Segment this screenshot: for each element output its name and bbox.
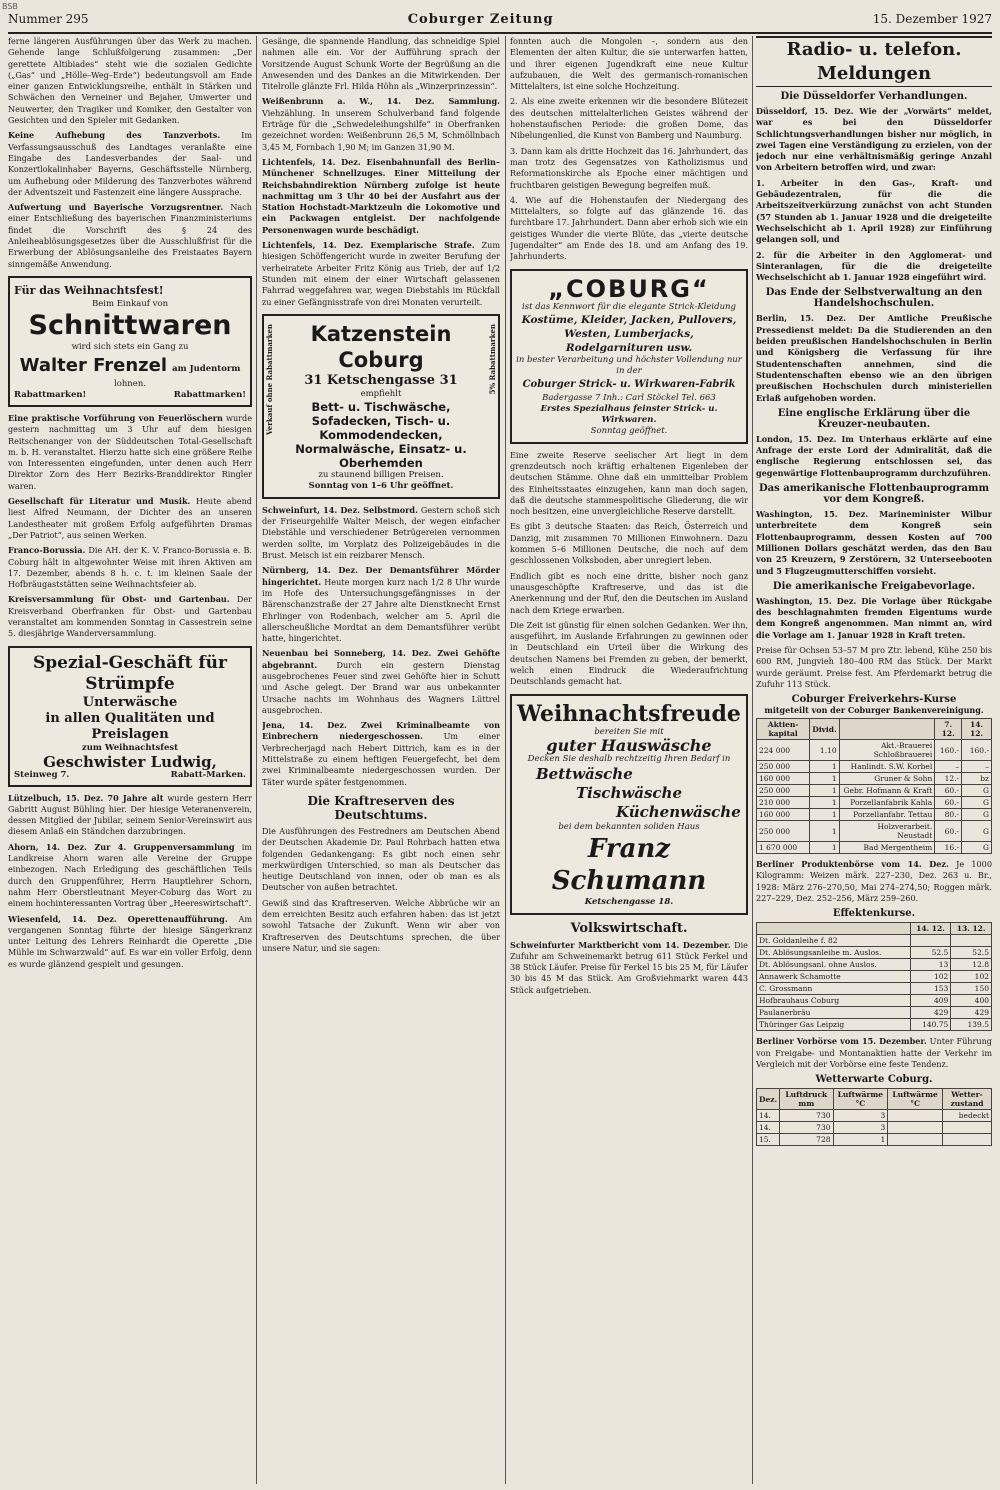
table-cell: Porzellanfabrik Kahla: [839, 797, 935, 809]
effects-table: [756, 922, 992, 1031]
ad-schumann: [510, 694, 748, 915]
table-cell: Dt. Goldanleihe f. 82: [757, 935, 911, 947]
ad-address: 31 Ketschengasse 31: [304, 372, 458, 388]
table-cell: 728: [780, 1134, 833, 1146]
article-text: Washington, 15. Dez. Marineminister Wilbur unterbreitete dem Kongreß sein Flottenbauprogramm, dessen Kosten auf 700 Millionen Dollars geschätzt werden, das den Bau von 25 Kreuzern, 9 Zerstörern, 32 Unterseebooten und 5 Flugzeugmutterschiffen vorsieht.: [756, 509, 992, 576]
table-cell: 60.-: [935, 821, 962, 842]
table-cell: –: [935, 761, 962, 773]
table-cell: 12.8: [951, 959, 992, 971]
ad-product: Bettwäsche: [536, 764, 633, 783]
table-cell: Akt.-Brauerei Schloßbrauerei: [839, 740, 935, 761]
table-cell: G: [962, 797, 992, 809]
table-header: Divid.: [810, 719, 839, 740]
table-cell: Paulanerbräu: [757, 1007, 911, 1019]
article-text: Eine zweite Reserve seelischer Art liegt in dem grenzdeutsch noch kräftig erhaltenen Eigenleben der deutschen Stämme. Ohne daß ein unmittelbar Problem des Einheitsstaates einzugehen, kann man doch sagen, daß die deutsche stammespolitische Gliederung, die wir noch besitzen, eine unvergleichliche Reserve darstellt.: [510, 449, 748, 517]
ad-headline: Weihnachtsfreude: [517, 700, 741, 727]
ad-company: Coburger Strick- u. Wirkwaren-Fabrik: [522, 378, 736, 390]
table-cell: 429: [951, 1007, 992, 1019]
article-heading: Jena, 14. Dez. Zwei Kriminalbeamte von Einbrechern niedergeschossen.: [262, 720, 500, 742]
column-4: [756, 36, 992, 1484]
article-text: Viehzählung. In unserem Schulverband fand folgende Erträge für die „Schwedeleihungshilfe“ in Oberfranken gezeichnet worden: Weißenbrunn 26,5 M, Schmöllnbach 3,45 M, Fornbach 1,90 M; im Ganzen 31,90 M.: [262, 107, 500, 152]
table-body: [757, 935, 992, 1031]
article-text: Gewiß sind das Kraftreserven. Welche Abbrüche wir an dem erreichten Besitz auch erfahren haben: das ist jetzt sowohl Tatsache der Zukunft. Wenn wir aber von Kraftreserven des Deutschtums sprechen, die über unsere Natur, und sie sagen:: [262, 897, 500, 953]
ad-text: Beim Einkauf von: [91, 298, 169, 309]
article-text: Je 1000 Kilogramm: Weizen märk. 227–230, Dez. 263 u. Br., 1928: März 276–270,50, Mai 274–274,50; Roggen märk. 227–229, Dez. 252–256, März 259–260.: [756, 859, 992, 904]
table-cell: [888, 1110, 943, 1122]
table-row: [757, 821, 992, 842]
article-text: ferne längeren Ausführungen über das Werk zu machen. Gehende lange Schlußfolgerung zusammen: „Der gerettete Altibiades“ steht wie die sozialen Gedichte („Gas“ und „Hölle–Weg–Erde“) bedeutungsvoll am Ende einer ganzen Entwicklungsreihe, enthält in Stärken und Schwächen den Verneiner und Bejaher, Umwerter und Neuwerter, den Tragiker und Komiker, den Gestalter von Gesichten und den Spieler mit Gedanken.: [8, 36, 252, 126]
ad-note: Rabattmarken!: [173, 389, 246, 400]
table-cell: Bad Mergentheim: [839, 842, 935, 854]
issue-number: Nummer 295: [8, 12, 89, 26]
ad-ludwig: [8, 646, 252, 787]
ad-address: Ketschengasse 18.: [584, 896, 674, 907]
article-heading: Gesellschaft für Literatur und Musik.: [8, 496, 191, 507]
table-cell: G: [962, 842, 992, 854]
table-cell: 102: [910, 971, 951, 983]
table-header: Luftwärme °C: [888, 1089, 943, 1110]
table-cell: –: [962, 761, 992, 773]
table-header: [839, 719, 935, 740]
table-cell: 16.-: [935, 842, 962, 854]
table-cell: C. Grossmann: [757, 983, 911, 995]
ad-text: ist das Kennwort für die elegante Strick-Kleidung: [522, 301, 736, 312]
table-row: [757, 797, 992, 809]
table-row: [757, 935, 992, 947]
table-cell: 160.-: [935, 740, 962, 761]
ad-text: Unterwäsche: [82, 694, 178, 710]
article-text: Die AH. der K. V. Franco-Borussia e. B. Coburg hält in altgewohnter Weise mit ihren Aktiven am 17. Dezember, abends 8 h. c. t. im kleinen Saale der Hofbräugaststätten seine Weihnachtsfeier ab.: [8, 545, 252, 590]
article-heading: Die amerikanische Freigabevorlage.: [772, 580, 976, 592]
ad-hours: Sonntag geöffnet.: [590, 425, 668, 436]
table-header: Luftdruck mm: [780, 1089, 833, 1110]
article-text: im Landkreise Ahorn waren alle Vereine der Gruppe einbezogen. Nach Erledigung des geschäftlichen Teils durch den Gruppenführer, Herrn Hauptlehrer Schorn, nahm Herr Oberstleutnant Meyer-Coburg das Wort zu einem hochinteressanten Vortrag über „Heereswirtschaft“.: [8, 841, 252, 909]
table-cell: 1: [810, 785, 839, 797]
table-row: [757, 1007, 992, 1019]
table-cell: [888, 1134, 943, 1146]
issue-date: 15. Dezember 1927: [872, 12, 992, 26]
ad-note: Rabatt-Marken.: [170, 769, 246, 780]
table-cell: [951, 935, 992, 947]
article-text: Nach einer Entschließung des bayerischen Finanzministeriums findet die Vorschrift des § 24 des Anleiheablösungsgesetzes über die Ausschlußfrist für die Erwerbung der Ablösungsanleihe des Freistaates Bayern sinngemäße Anwendung.: [8, 202, 252, 269]
table-header: 13. 12.: [951, 923, 992, 935]
table-cell: Annawerk Schamotte: [757, 971, 911, 983]
table-cell: Dt. Ablösungsanl. ohne Auslos.: [757, 959, 911, 971]
ad-company: Walter Frenzel: [19, 354, 168, 376]
table-subtitle: mitgeteilt von der Coburger Bankenvereinigung.: [764, 705, 984, 716]
table-header: 14. 12.: [962, 719, 992, 740]
table-row: [757, 983, 992, 995]
ad-text: zu staunend billigen Preisen.: [318, 469, 444, 480]
table-cell: 14.: [757, 1110, 780, 1122]
table-title: Wetterwarte Coburg.: [815, 1074, 933, 1086]
table-cell: 160 000: [757, 773, 810, 785]
ad-text: lohnen.: [114, 378, 146, 389]
article-text: fonnten auch die Mongolen –, sondern aus den Elementen der alten Kultur, die sie unterwarfen hatten, und ihrer eigenen Jugendkraft eine neue Kultur aufzubauen, die Welt des germanisch-romanischen Mittelalters, ist eine solche Hochzeitung.: [510, 36, 748, 92]
table-row: [757, 785, 992, 797]
table-cell: 224 000: [757, 740, 810, 761]
table-header: Dez.: [757, 1089, 780, 1110]
article-text: London, 15. Dez. Im Unterhaus erklärte auf eine Anfrage der erste Lord der Admiralität, daß die englische Regierung entschlossen sei, das gegenwärtige Flottenbauprogramm durchzuführen.: [756, 433, 992, 478]
ad-text: Erstes Spezialhaus feinster Strick- u. Wirkwaren.: [540, 403, 718, 425]
ad-location: am Judentorm: [172, 363, 241, 374]
table-cell: Gebr. Hofmann & Kraft: [839, 785, 935, 797]
article-text: Berlin, 15. Dez. Der Amtliche Preußische Pressedienst meldet: Da die Studierenden an den beiden preußischen Handelshochschulen in Berlin und Königsberg die Verfassung für ihre Studentenschaften annehmen, sind die Studentenschaften ebenso wie an den übrigen preußischen Hochschulen durch ministeriellen Erlaß aufgehoben worden.: [756, 313, 992, 403]
article-heading: Wiesenfeld, 14. Dez. Operettenaufführung.: [8, 913, 228, 924]
article-heading: Das Ende der Selbstverwaltung an den Handelshochschulen.: [765, 287, 983, 310]
article-heading: Schweinfurter Marktbericht vom 14. Dezember.: [510, 939, 731, 950]
table-row: [757, 1134, 992, 1146]
ad-company: Katzenstein Coburg: [310, 321, 452, 372]
article-text: Um einer Verbrecherjagd nach Hebert Dittrich, kam es in der Mittelstraße zu einem heftigen Feuergefecht, bei dem zwei Kriminalbeamte niedergeschossen wurden. Der Täter wurde später festgenommen.: [262, 731, 500, 787]
section-heading: Die Kraftreserven des Deutschtums.: [307, 793, 455, 822]
stock-table: [756, 718, 992, 854]
table-cell: G: [962, 809, 992, 821]
table-cell: Gruner & Sohn: [839, 773, 935, 785]
article-text: Der Kreisverband Oberfranken für Obst- und Gartenbau veranstaltet am kommenden Sonntag in Cassestrein seine 5. diesjährige Wanderversammlung.: [8, 594, 252, 639]
article-heading: Lützelbuch, 15. Dez. 70 Jahre alt: [8, 792, 164, 803]
newspaper-title: Coburger Zeitung: [407, 11, 554, 27]
column-1: [8, 36, 252, 1484]
ad-company: „COBURG“: [548, 274, 710, 303]
ad-katzenstein: [262, 314, 500, 499]
column-rule: [256, 36, 257, 1484]
article-text: 1. Arbeiter in den Gas-, Kraft- und Gebäudezentralen, für die die Arbeitszeitverkürzung zunächst von acht Stunden (57 Stunden ab 1. Januar 1928 und die dreigeteilte Wechselschicht ab 1. April 1928) zur Einführung gelangen soll, und: [756, 177, 992, 245]
table-cell: Hanlindt. S.W. Korbel: [839, 761, 935, 773]
article-heading: Berliner Produktenbörse vom 14. Dez.: [756, 859, 949, 870]
table-cell: Holzverarbeit. Neustadt: [839, 821, 935, 842]
article-text: 2. Als eine zweite erkennen wir die besondere Blütezeit des deutschen mittelalterlichen Geistes während der hohenstaufischen Periode: die großen Dome, das Nibelungenlied, die Kunst von Bamberg und Naumburg.: [510, 96, 748, 141]
ad-text: Decken Sie deshalb rechtzeitig Ihren Bedarf in: [527, 753, 731, 764]
table-cell: 1: [810, 842, 839, 854]
column-rule: [505, 36, 506, 1484]
table-row: [757, 959, 992, 971]
table-cell: 52.5: [951, 947, 992, 959]
article-text: 4. Wie auf die Hohenstaufen der Niedergang des Mittelalters, so folgte auf das glänzende 16. das furchtbare 17. Jahrhundert. Dann aber erhob sich wie ein geistiges Wunder die vierte Blüte, das „vierte deutsche Jugendalter“ am Ende des 18. und am Anfang des 19. Jahrhunderts.: [510, 194, 748, 262]
table-header: Luftwärme °C: [833, 1089, 888, 1110]
table-cell: Thüringer Gas Leipzig: [757, 1019, 911, 1031]
column-rule: [752, 36, 753, 1484]
article-heading: Lichtenfels, 14. Dez. Exemplarische Strafe.: [262, 240, 475, 251]
table-cell: 400: [951, 995, 992, 1007]
article-heading: Nürnberg, 14. Dez. Der Demantsführer Mörder hingerichtet.: [262, 565, 500, 587]
article-text: 2. für die Arbeiter in den Agglomerat- und Sinteranlagen, für die die dreigeteilte Wechselschicht ab 1. Januar 1928 eingeführt wird.: [756, 249, 992, 283]
table-title: Effektenkurse.: [832, 908, 916, 920]
table-cell: Porzellanfabr. Tettau: [839, 809, 935, 821]
table-cell: 3: [833, 1122, 888, 1134]
article-heading: Eine englische Erklärung über die Kreuzer-neubauten.: [777, 407, 971, 430]
table-cell: 1 670 000: [757, 842, 810, 854]
table-row: [757, 740, 992, 761]
table-cell: 12.-: [935, 773, 962, 785]
table-cell: 1: [810, 821, 839, 842]
article-heading: Berliner Vorbörse vom 15. Dezember.: [756, 1036, 927, 1047]
ad-frenzel: [8, 276, 252, 407]
article-text: Am vergangenen Sonntag führte der hiesige Sängerkranz unter Leitung des Lehrers Reinhardt die Operette „Die Mühle im Schwarzwald“ auf. Es war ein voller Erfolg, denn es wurde glänzend gespielt und gesungen.: [8, 913, 252, 969]
article-heading: Lichtenfels, 14. Dez. Eisenbahnunfall des Berlin–Münchener Schnellzuges.: [262, 156, 500, 179]
article-heading: Franco-Borussia.: [8, 545, 86, 556]
ad-coburg-strick: [510, 269, 748, 444]
table-cell: 1: [833, 1134, 888, 1146]
table-cell: 60.-: [935, 797, 962, 809]
table-cell: 160 000: [757, 809, 810, 821]
table-cell: 1: [810, 797, 839, 809]
table-cell: 15.: [757, 1134, 780, 1146]
ad-products: Kostüme, Kleider, Jacken, Pullovers, Westen, Lumberjacks, Rodelgarnituren usw.: [521, 313, 737, 354]
library-mark: BSB: [2, 2, 18, 11]
ad-side-note: Verkauf ohne Rabattmarken: [265, 323, 274, 435]
weather-table: [756, 1088, 992, 1146]
table-cell: 150: [951, 983, 992, 995]
table-cell: 1.10: [810, 740, 839, 761]
table-row: [757, 809, 992, 821]
table-cell: 3: [833, 1110, 888, 1122]
table-cell: 250 000: [757, 761, 810, 773]
table-cell: 102: [951, 971, 992, 983]
table-row: [757, 1110, 992, 1122]
article-text: 3. Dann kam als dritte Hochzeit das 16. Jahrhundert, das man trotz des Gegensatzes von Katholizismus und Reformationskirche als Epoche einer mächtigen und fruchtbaren geistigen Bewegung begreifen muß.: [510, 145, 748, 190]
article-heading: Schweinfurt, 14. Dez. Selbstmord.: [262, 504, 418, 515]
table-header: 7. 12.: [935, 719, 962, 740]
ad-products: Bett- u. Tischwäsche, Sofadecken, Tisch- u. Kommodendecken, Normalwäsche, Einsatz- u. Oberhemden: [295, 399, 467, 470]
article-text: Unter Führung von Freigabe- und Montanaktien hatte der Verkehr im Vergleich mit der Vorbörse eine feste Tendenz.: [756, 1036, 992, 1069]
ad-text: wird sich stets ein Gang zu: [71, 341, 189, 352]
article-text: Die Zeit ist günstig für einen solchen Gedanken. Wer ihn, ausgeführt, im Auslande Erfahrungen zu gewinnen oder in Deutschland ein Urteil über die Wirkung des deutschen Namens bei Fremden zu geben, der bemerkt, welch einen Eindruck die Wiederaufrichtung Deutschlands gemacht hat.: [510, 619, 748, 687]
ad-address: Steinweg 7.: [14, 769, 70, 780]
table-cell: 80.-: [935, 809, 962, 821]
table-cell: [942, 1134, 991, 1146]
table-cell: Dt. Ablösungsanleihe m. Auslos.: [757, 947, 911, 959]
article-text: Endlich gibt es noch eine dritte, bisher noch ganz unausgeschöpfte Kraftreserve, und das ist die Anerkennung und der Ruf, den die Deutschen im Ausland nach dem Kriege erwarben.: [510, 570, 748, 615]
table-header: Aktien-kapital: [757, 719, 810, 740]
table-cell: 429: [910, 1007, 951, 1019]
table-row: [757, 947, 992, 959]
ad-product: Tischwäsche: [576, 783, 683, 802]
table-row: [757, 773, 992, 785]
article-text: Einer Mitteilung der Reichsbahndirektion Nürnberg zufolge ist heute nachmittag um 3 Uhr 40 bei der Ausfahrt aus der Station Hochstadt-Marktzeuln die Lokomotive und ein Packwagen entgleist. Der nachfolgende Personenwagen wurde beschädigt.: [262, 168, 500, 235]
table-row: [757, 971, 992, 983]
ad-product: Küchenwäsche: [616, 802, 741, 821]
ad-text: zum Weihnachtsfest: [81, 742, 179, 753]
table-cell: [910, 935, 951, 947]
article-text: Im Verfassungsausschuß des Landtages veranlaßte eine Eingabe des Landesverbandes der Saal- und Konzertlokalinhaber Bayerns, Geschäftsstelle Nürnberg, um Aufhebung oder Milderung des Tanzverbotes während der Adventszeit und Fastenzeit eine längere Aussprache.: [8, 130, 252, 197]
article-heading: Das amerikanische Flottenbauprogramm vor dem Kongreß.: [758, 483, 990, 506]
article-text: Zum hiesigen Schöffengericht wurde in zweiter Berufung der verheiratete Arbeiter Fritz König aus Trieb, der auf 1/2 Stunden mit einem der einer Wirtschaft gelassenen Fahrrad weggefahren war, wegen Diebstahls im Rückfall zu einer Gefängnisstrafe von drei Monaten verurteilt.: [262, 240, 500, 307]
table-cell: 730: [780, 1122, 833, 1134]
masthead: [8, 6, 992, 34]
table-cell: 1: [810, 809, 839, 821]
article-heading: Ahorn, 14. Dez. Zur 4. Gruppenversammlung: [8, 841, 235, 852]
table-row: [757, 1122, 992, 1134]
ad-headline: Für das Weihnachtsfest!: [14, 283, 164, 297]
table-row: [757, 761, 992, 773]
ad-company: Geschwister Ludwig,: [43, 752, 217, 771]
ad-product: Schnittwaren: [28, 309, 232, 341]
table-cell: 210 000: [757, 797, 810, 809]
article-heading: Eine praktische Vorführung von Feuerlöschern: [8, 412, 223, 423]
article-text: Washington, 15. Dez. Die Vorlage über Rückgabe des beschlagnahmten fremden Eigentums wurde dem Kongreß angenommen. Man nimmt an, wird die Vorlage am 1. Januar 1928 in Kraft treten.: [756, 595, 992, 640]
ad-text: bereiten Sie mit: [594, 726, 664, 737]
table-cell: 1: [810, 761, 839, 773]
table-cell: 140.75: [910, 1019, 951, 1031]
article-text: Die Ausführungen des Festredners am Deutschen Abend der Deutschen Akademie Dr. Paul Rohrbach hatten etwa folgenden Gedankengang: Es gibt noch einen sehr merkwürdigen Unterschied, so man als Deutscher das heutige Deutschland von innen, oder ob man es als Deutscher von außen betrachtet.: [262, 825, 500, 893]
article-text: Düsseldorf, 15. Dez. Wie der „Vorwärts“ meldet, war es bei den Düsseldorfer Schlichtungsverhandlungen bisher nur möglich, in zwei Tagen eine Verständigung zu erzielen, von der jedoch nur eine verhältnismäßig geringe Anzahl von Arbeitern betroffen wird, und zwar:: [756, 106, 992, 173]
table-cell: 1: [810, 773, 839, 785]
section-heading: Volkswirtschaft.: [570, 920, 688, 936]
section-heading: Radio- u. telefon. Meldungen: [756, 36, 992, 87]
table-row: [757, 1019, 992, 1031]
table-cell: [888, 1122, 943, 1134]
ad-side-note: 5% Rabattmarken: [488, 323, 497, 395]
article-text: Es gibt 3 deutsche Staaten: das Reich, Österreich und Danzig, mit zusammen 70 Millionen Einwohnern. Dazu kommen 5–6 Millionen Deutsche, die noch auf dem geschlossenen Volksboden, aber unregiert leben.: [510, 521, 748, 566]
ad-company: Franz Schumann: [551, 833, 707, 896]
table-header: 14. 12.: [910, 923, 951, 935]
table-cell: 250 000: [757, 785, 810, 797]
column-3: [510, 36, 748, 1484]
table-cell: 52.5: [910, 947, 951, 959]
table-cell: 409: [910, 995, 951, 1007]
article-heading: Aufwertung und Bayerische Vorzugsrentner.: [8, 202, 224, 213]
table-cell: [942, 1122, 991, 1134]
table-row: [757, 842, 992, 854]
article-text: wurde gestern nachmittag um 3 Uhr auf dem hiesigen Reitschenanger von der Süddeutschen Total-Gesellschaft m. b. H. veranstaltet. Hierzu hatte sich eine größere Reihe von Interessenten eingefunden, unter denen auch Herr Direktor Zorn des Herr Bezirks-Branddirektor Ringler waren.: [8, 412, 252, 491]
table-cell: 153: [910, 983, 951, 995]
article-text: Gestern schoß sich der Friseurgehilfe Walter Meisch, der wegen einfacher Diebstähle und verschiedener Betrügereien vernommen werden sollte, im Vorplatz des Polizeigebäudes in die Brust. Meisch ist ein reizbarer Mensch.: [262, 504, 500, 561]
table-body: [757, 740, 992, 854]
ad-headline: Spezial-Geschäft für Strümpfe: [33, 652, 227, 694]
ad-text: in allen Qualitäten und Preislagen: [45, 710, 215, 742]
table-title: Coburger Freiverkehrs-Kurse: [791, 694, 957, 706]
article-text: Heute abend liest Alfred Neumann, der Dichter des an unseren Landestheater mit großem Erfolg aufgeführten Dramas „Der Patriot“, aus seinen Werken.: [8, 496, 252, 540]
table-cell: G: [962, 821, 992, 842]
table-body: [757, 1110, 992, 1146]
ad-address: Badergasse 7 Inh.: Carl Stöckel Tel. 663: [542, 392, 716, 403]
table-cell: 139.5: [951, 1019, 992, 1031]
table-cell: 13: [910, 959, 951, 971]
table-row: [757, 995, 992, 1007]
table-cell: 60.-: [935, 785, 962, 797]
table-cell: bedeckt: [942, 1110, 991, 1122]
article-text: Heute morgen kurz nach 1/2 8 Uhr wurde im Hofe des Untersuchungsgefängnisses in der Bärenschanzstraße der 27 Jahre alte Dienstknecht Ernst Ehrlinger von Rodenbach, welcher am 5. April die allerscheußliche Mordtat an dem Demantsführer verübt hatte, hingerichtet.: [262, 576, 500, 644]
article-text: wurde gestern Herr Gabritt August Bühling hier. Der hiesige Veteranenverein, dessen Mitglied der Jubilar, seinem Senior-Vereinswirt aus diesem Anlaß ein Ständchen darzubringen.: [8, 792, 252, 837]
table-cell: 14.: [757, 1122, 780, 1134]
table-cell: G: [962, 785, 992, 797]
ad-text: in bester Verarbeitung und höchster Vollendung nur in der: [516, 354, 742, 376]
ad-text: guter Hauswäsche: [546, 735, 712, 755]
article-text: Preise für Ochsen 53–57 M pro Ztr. lebend, Kühe 250 bis 600 RM, Jungvieh 180–400 RM das Stück. Der Markt wurde geräumt. Preise fest. Am Pferdemarkt betrug die Zufuhr 113 Stück.: [756, 644, 992, 689]
article-heading: Die Düsseldorfer Verhandlungen.: [780, 91, 968, 102]
article-heading: Kreisversammlung für Obst- und Gartenbau.: [8, 594, 230, 605]
ad-note: Rabattmarken!: [14, 389, 87, 400]
table-header: Wetter-zustand: [942, 1089, 991, 1110]
article-text: Die Zufuhr am Schweinemarkt betrug 611 Stück Ferkel und 38 Stück Läufer. Preise für Ferkel 15 bis 25 M, für Läufer 30 bis 45 M das Stück. Am Großviehmarkt waren 443 Stück aufgetrieben.: [510, 939, 748, 995]
table-header: [757, 923, 911, 935]
table-cell: bz: [962, 773, 992, 785]
table-cell: 250 000: [757, 821, 810, 842]
article-heading: Neuenbau bei Sonneberg, 14. Dez. Zwei Gehöfte abgebrannt.: [262, 648, 500, 670]
ad-text: empfiehlt: [360, 388, 402, 399]
article-heading: Keine Aufhebung des Tanzverbots.: [8, 130, 221, 141]
table-cell: 160.-: [962, 740, 992, 761]
article-text: Durch ein gestern Dienstag ausgebrochenes Feuer sind zwei Gehöfte hier in Schutt und Asche gelegt. Der Brand war aus unbekannter Ursache nachts im Wohnhaus des Wagners Lüttrel ausgebrochen.: [262, 659, 500, 715]
table-cell: Hofbrauhaus Coburg: [757, 995, 911, 1007]
column-2: [262, 36, 500, 1484]
table-cell: 730: [780, 1110, 833, 1122]
article-heading: Weißenbrunn a. W., 14. Dez. Sammlung.: [262, 96, 500, 107]
ad-text: bei dem bekannten soliden Haus: [558, 821, 700, 832]
ad-hours: Sonntag von 1–6 Uhr geöffnet.: [308, 480, 454, 491]
article-text: Gesänge, die spannende Handlung, das schneidige Spiel nahmen alle ein. Vor der Aufführung sprach der Vorsitzende August Schunk Worte der Begrüßung an die Anwesenden und des Dankes an die Mitwirkenden. Der Titelrolle glänzte Frl. Hilda Höhn als „Winzerprinzessin“.: [262, 36, 500, 92]
